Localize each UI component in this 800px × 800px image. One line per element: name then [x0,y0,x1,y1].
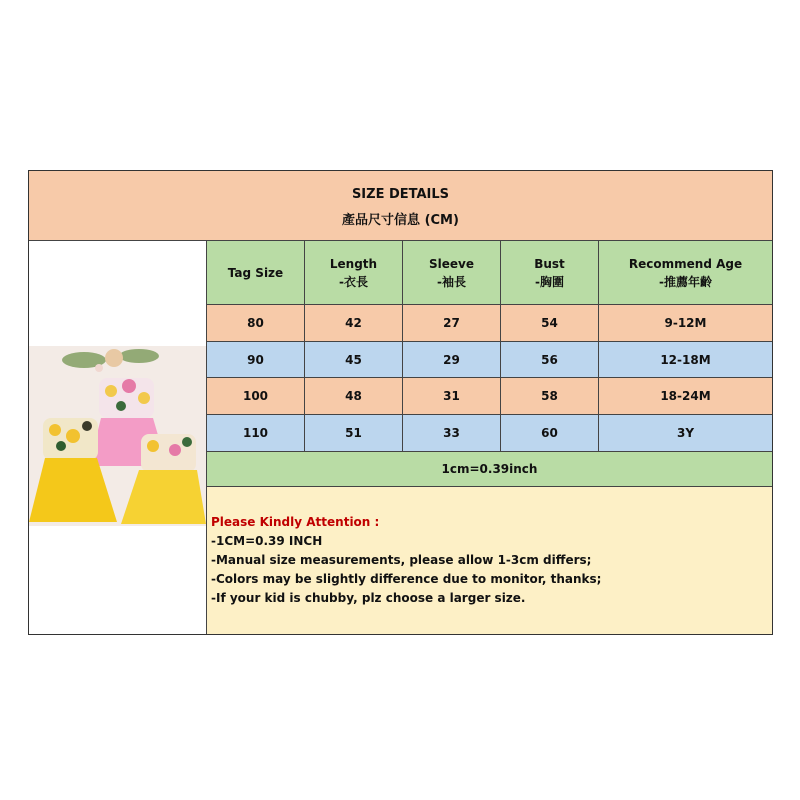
header-label: Length [329,256,378,271]
table-header-row [207,241,772,305]
cell-length: 51 [305,415,403,451]
header-sub: -袖長 [437,274,466,289]
header-sub: -胸圍 [535,274,564,289]
cell-sleeve: 27 [403,305,501,341]
header-tag-size [207,241,305,304]
cell-length: 48 [305,378,403,414]
header-sub: -衣長 [339,274,368,289]
table-row [207,415,772,452]
header-sleeve [403,241,501,304]
chart-header [29,171,772,241]
header-label: Recommend Age [628,256,743,271]
cell-tag-size: 100 [207,378,305,414]
header-label: Tag Size [227,265,284,280]
cell-bust: 56 [501,342,599,377]
header-recommend-age [599,241,772,304]
note-line: -If your kid is chubby, plz choose a larger size. [211,591,526,605]
attention-heading: Please Kindly Attention : [211,515,380,529]
table-row [207,342,772,378]
conversion-row [207,452,772,487]
cell-sleeve: 33 [403,415,501,451]
cell-tag-size: 80 [207,305,305,341]
note-line: -Manual size measurements, please allow 1-3cm differs; [211,553,592,567]
cell-bust: 60 [501,415,599,451]
cell-length: 42 [305,305,403,341]
cell-length: 45 [305,342,403,377]
header-bust [501,241,599,304]
cell-age: 9-12M [664,316,707,330]
table-row [207,305,772,342]
chart-title: SIZE DETAILS [351,187,450,202]
cell-sleeve: 31 [403,378,501,414]
header-sub: -推薦年齡 [659,274,712,289]
cell-sleeve: 29 [403,342,501,377]
cell-age: 3Y [676,426,695,440]
dresses-image [29,346,206,526]
note-line: -Colors may be slightly difference due to monitor, thanks; [211,572,602,586]
size-chart [28,170,773,635]
header-length [305,241,403,304]
cell-tag-size: 110 [207,415,305,451]
conversion-text: 1cm=0.39inch [441,462,538,476]
note-line: -1CM=0.39 INCH [211,534,323,548]
cell-age: 12-18M [660,352,711,367]
header-label: Bust [534,256,565,271]
chart-subtitle: 產品尺寸信息 (CM) [342,213,459,228]
notes-section [207,487,772,634]
table-row [207,378,772,415]
cell-tag-size: 90 [207,342,305,377]
product-photo [29,241,207,634]
cell-age: 18-24M [660,389,711,403]
header-label: Sleeve [429,256,474,271]
cell-bust: 54 [501,305,599,341]
cell-bust: 58 [501,378,599,414]
